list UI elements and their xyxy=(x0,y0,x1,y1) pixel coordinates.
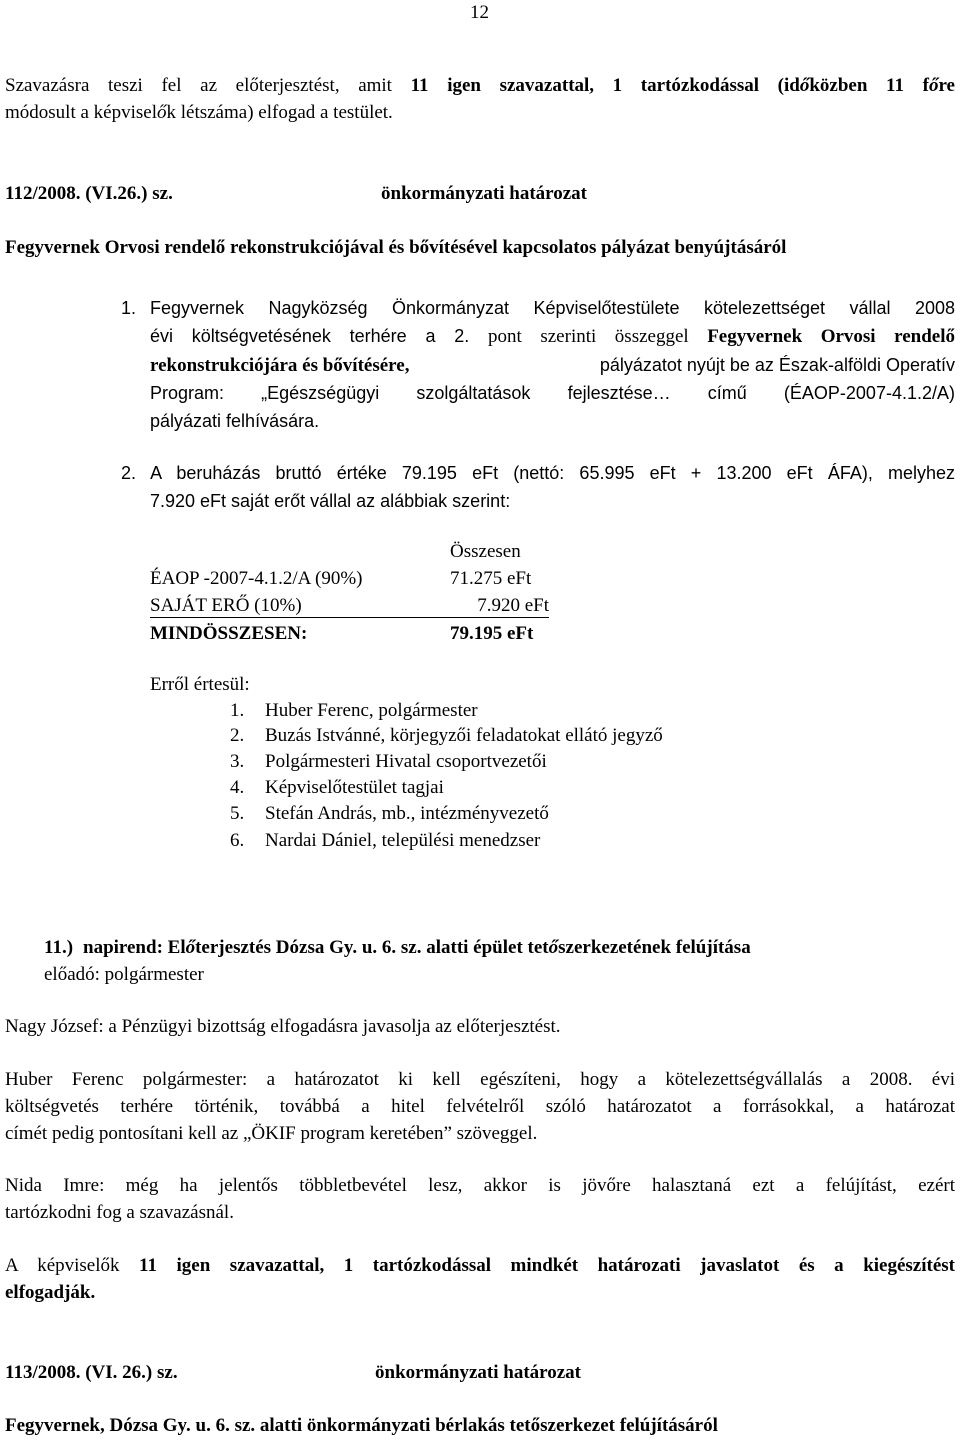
table-row-value: 71.275 eFt xyxy=(450,568,532,589)
agenda-title-part: szerkezetének felújítása xyxy=(558,937,751,958)
item1-text: pályázatot nyújt be az Észak-alföldi Operatív xyxy=(599,355,955,375)
agenda-title-part: terjesztés Dózsa Gy. u. 6. sz. alatti épület tet xyxy=(195,937,549,958)
notify-item: Nardai Dániel, települési menedzser xyxy=(265,830,541,851)
table-header: Összesen xyxy=(450,541,521,562)
intro-vote-part: ő xyxy=(928,75,939,96)
vote-text: A képviselők xyxy=(5,1255,140,1276)
notify-item: Képviselőtestület tagjai xyxy=(265,777,444,798)
paragraph-nida-line: tartózkodni fog a szavazásnál. xyxy=(5,1202,234,1223)
item1-bold-text: rekonstrukciójára és bővítésére, xyxy=(150,355,410,376)
item1-text: pont szerinti összeggel xyxy=(488,326,708,347)
item1-bold-text: Fegyvernek Orvosi rendelő xyxy=(707,326,955,347)
agenda-title-part: ő xyxy=(185,937,196,958)
paragraph-nagy: Nagy József: a Pénzügyi bizottság elfogadásra javasolja az előterjesztést. xyxy=(5,1016,561,1037)
paragraph-vote-line: elfogadják. xyxy=(5,1282,96,1303)
intro-text: módosult a képvisel xyxy=(5,102,157,123)
table-total-value: 79.195 eFt xyxy=(450,623,534,644)
paragraph-nida-line: Nida Imre: még ha jelentős többletbevétel lesz, akkor is jövőre halasztaná ezt a felújítást, ezért xyxy=(5,1175,955,1196)
resolution-type: önkormányzati határozat xyxy=(381,183,587,204)
notify-num: 4. xyxy=(230,777,245,798)
item2-line-2: 7.920 eFt saját erőt vállal az alábbiak szerint: xyxy=(150,491,511,511)
notify-num: 2. xyxy=(230,725,245,746)
item1-line-2 xyxy=(150,326,955,348)
item2-line-1: 2. A beruházás bruttó értéke 79.195 eFt (nettó: 65.995 eFt + 13.200 eFt ÁFA), melyhez xyxy=(121,463,955,483)
notify-heading: Erről értesül: xyxy=(150,674,250,695)
agenda-title xyxy=(83,937,751,959)
intro-vote-part: re xyxy=(938,75,955,96)
intro-line-1 xyxy=(5,75,955,97)
notify-item: Polgármesteri Hivatal csoportvezetői xyxy=(265,751,547,772)
intro-text: ő xyxy=(156,102,167,123)
notify-num: 6. xyxy=(230,830,245,851)
paragraph-huber-line: Huber Ferenc polgármester: a határozatot ki kell egészíteni, hogy a kötelezettségvállalás a 2008. évi xyxy=(5,1069,955,1090)
agenda-title-part: ő xyxy=(548,937,559,958)
intro-vote-part: ő xyxy=(799,75,810,96)
notify-num: 1. xyxy=(230,700,245,721)
intro-vote-count xyxy=(411,75,955,96)
resolution-type: önkormányzati határozat xyxy=(375,1362,581,1383)
paragraph-huber-line: költségvetés terhére történik, továbbá a hitel felvételről szóló határozatot a forrásokkal, a határozat xyxy=(5,1096,955,1117)
item1-text: évi költségvetésének terhére a 2. xyxy=(150,326,489,346)
item1-line-1: Fegyvernek Nagyközség Önkormányzat Képviselőtestülete kötelezettséget vállal 2008 xyxy=(150,298,955,318)
item1-line-4: Program: „Egészségügyi szolgáltatások fejlesztése… című (ÉAOP-2007-4.1.2/A) xyxy=(150,383,955,403)
table-row-label: SAJÁT ERŐ (10%) xyxy=(150,595,302,616)
item1-line-5: pályázati felhívására. xyxy=(150,411,320,431)
agenda-title-part: napirend: El xyxy=(83,937,186,958)
item-number: 1. xyxy=(121,298,137,318)
vote-bold-text: 11 igen szavazattal, 1 tartózkodással mindkét határozati javaslatot és a kiegészítést xyxy=(139,1255,955,1276)
agenda-presenter: előadó: polgármester xyxy=(44,964,204,985)
notify-num: 3. xyxy=(230,751,245,772)
paragraph-vote-line xyxy=(5,1255,955,1277)
intro-text: Szavazásra teszi fel az előterjesztést, amit xyxy=(5,75,411,96)
agenda-number: 11.) xyxy=(44,937,74,958)
intro-vote-part: 11 igen szavazattal, 1 tartózkodással (id xyxy=(410,75,800,96)
notify-item: Buzás Istvánné, körjegyzői feladatokat ellátó jegyző xyxy=(265,725,663,746)
table-row-value: 7.920 eFt xyxy=(477,595,549,616)
notify-num: 5. xyxy=(230,803,245,824)
notify-item: Stefán András, mb., intézményvezető xyxy=(265,803,549,824)
notify-item: Huber Ferenc, polgármester xyxy=(265,700,478,721)
resolution-number: 112/2008. (VI.26.) sz. xyxy=(5,183,173,204)
intro-line-2 xyxy=(5,102,393,124)
resolution-title: Fegyvernek Orvosi rendelő rekonstrukciójával és bővítésével kapcsolatos pályázat benyújtásáról xyxy=(5,237,787,258)
paragraph-huber-line: címét pedig pontosítani kell az „ÖKIF program keretében” szöveggel. xyxy=(5,1123,538,1144)
table-underline xyxy=(150,617,549,618)
item1-line-3 xyxy=(150,355,955,377)
intro-text: k létszáma) elfogad a testület. xyxy=(166,102,393,123)
resolution-title: Fegyvernek, Dózsa Gy. u. 6. sz. alatti önkormányzati bérlakás tetőszerkezet felújításáról xyxy=(5,1415,718,1436)
table-row-label: ÉAOP -2007-4.1.2/A (90%) xyxy=(150,568,363,589)
table-total-label: MINDÖSSZESEN: xyxy=(150,623,308,644)
intro-vote-part: közben 11 f xyxy=(809,75,929,96)
resolution-number: 113/2008. (VI. 26.) sz. xyxy=(5,1362,178,1383)
page-number: 12 xyxy=(470,2,489,23)
